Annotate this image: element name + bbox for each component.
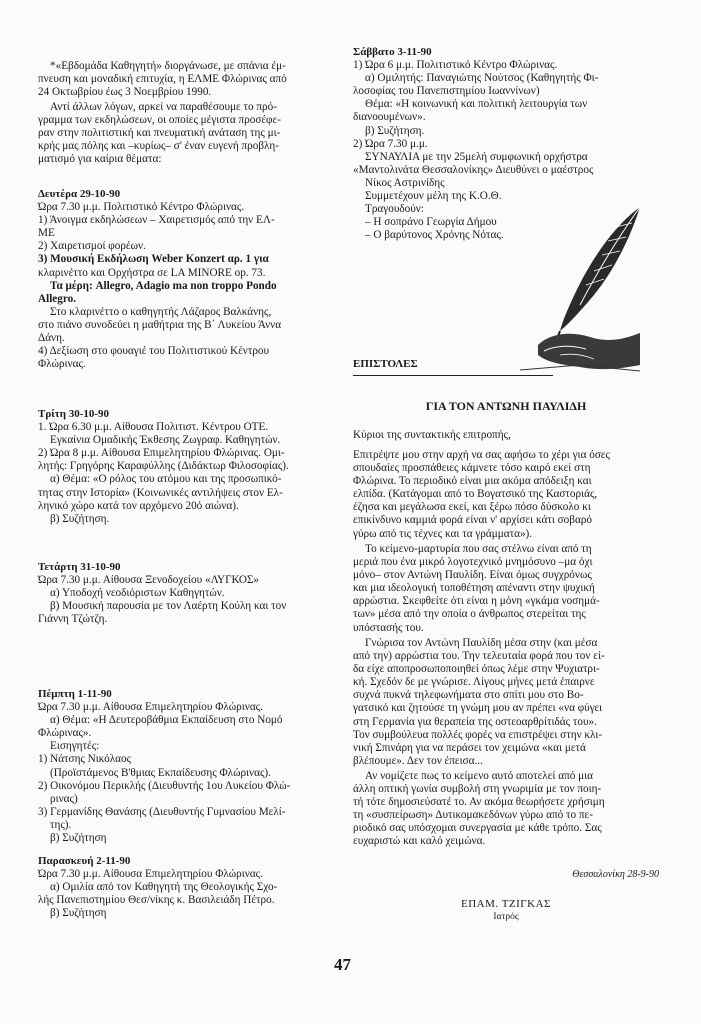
text-line: α) Θέμα: «Η Δευτεροβάθμια Εκπαίδευση στο Νομό — [50, 714, 283, 727]
letter-date — [353, 868, 659, 881]
text-line: Γνώρισα τον Αντώνη Παυλίδη μέσα στην (και μέσα — [365, 637, 598, 649]
day-heading: Τετάρτη 31-10-90 — [38, 561, 121, 573]
text-line: και μια ιδεολογική τοποθέτηση απέναντι στην ψυχική — [353, 582, 595, 595]
text-line: Τα μέρη: Allegro, Adagio ma non troppo Pondo — [50, 279, 277, 292]
day-heading: Παρασκευή 2-11-90 — [38, 855, 131, 867]
text-line: Φλώρινας». — [38, 727, 92, 740]
text-line: ΜΕ — [38, 227, 55, 240]
text-line: 1) Άνοιγμα εκδηλώσεων – Χαιρετισμός από την ΕΛ- — [38, 214, 275, 227]
text-line: ΣΥΝΑΥΛΙΑ με την 25μελή συμφωνική ορχήστρα — [365, 150, 588, 163]
text-line: β) Συζήτηση. — [50, 512, 110, 525]
text-line: λής Πανεπιστημίου Θεσ/νίκης κ. Βασιλειάδη Πέτρο. — [38, 894, 275, 907]
text-line: Το κείμενο-μαρτυρία που σας στέλνω είναι από τη — [365, 543, 592, 555]
text-line: στο πιάνο συνοδεύει η μαθήτρια της Β΄ Λυκείου Άννα — [38, 318, 282, 331]
text-line: μεριά που ένα μικρό λογοτεχνικό μνημόσυνο –μα όχι — [353, 556, 593, 569]
text-line: α) Θέμα: «Ο ρόλος του ατόμου και της προσωπικό- — [50, 473, 282, 486]
tuesday-section — [38, 408, 341, 526]
wednesday-section — [38, 561, 341, 626]
text-line: τητας στην Ιστορία» (Κοινωνικές αντιλήψεις στον Ελ- — [38, 486, 283, 499]
text-line: Τραγουδούν: — [365, 203, 424, 216]
text-line: Νίκος Αστρινίδης — [365, 176, 445, 189]
text-line: Γιάννη Τζώτζη. — [38, 613, 108, 626]
text-line: της). — [50, 818, 72, 831]
text-line: κή. Σχεδόν δε με γνώρισε. Λίγους μήνες μετά έπαιρνε — [353, 676, 595, 689]
letter-para-1 — [353, 449, 659, 541]
text-line: αρρώστια. Σκεφθείτε ότι είναι η μόνη «γκάμα νοσημά- — [353, 595, 600, 608]
text-line: τή τότε δημοσιεύσατέ το. Αν ακόμα θεωρήσετε χρήσιμη — [353, 796, 605, 809]
page-number: 47 — [334, 955, 351, 974]
text-line: γύρω από τις τέχνες και τα γράμματα»). — [353, 527, 533, 540]
text-line: Εγκαίνια Ομαδικής Έκθεσης Ζωγραφ. Καθηγητών. — [50, 434, 281, 447]
salutation: Κύριοι της συντακτικής επιτροπής, — [353, 429, 511, 441]
text-line: από την) αρρώστια του. Την τελευταία φορά που τον εί- — [353, 650, 605, 663]
text-line: σπουδαίες προσπάθειες κάμνετε τόσο καιρό εκεί στη — [353, 462, 591, 475]
text-line: «Μαντολινάτα Θεσσαλονίκης» Διευθύνει ο μαέστρος — [353, 163, 594, 176]
text-line: συχνά πυκνά τηλεφωνήματα στο σπίτι μου στο Βο- — [353, 689, 584, 702]
text-line: α) Ομιλητής: Παναγιώτης Νούτσος (Καθηγητής Φι- — [365, 72, 599, 85]
text-line: υπόστασής του. — [353, 621, 424, 634]
section-label: ΕΠΙΣΤΟΛΕΣ — [353, 358, 553, 376]
text-line: ριοδικό σας υπόσχομαι συνεργασία με κάθε τρόπο. Σας — [353, 822, 602, 835]
text-line: στη Γερμανία για θεραπεία της οστεοαρθρίτιδάς του». — [353, 715, 597, 728]
text-line: νική Σπινάρη για να περάσει τον χειμώνα «και μετά — [353, 741, 586, 754]
text-line: Ώρα 7.30 μ.μ. Αίθουσα Ξενοδοχείου «ΛΥΓΚΟΣ» — [38, 574, 260, 587]
text-line: τη «συσπείρωση» Δυτικομακεδόνων γύρω από το πε- — [353, 809, 593, 822]
quill-pen-illustration — [520, 205, 645, 380]
text-line: των» μέσα από την οποία ο άνθρωπος στερείται της — [353, 608, 586, 621]
text-line: *«Εβδομάδα Καθηγητή» διοργάνωσε, με σπάνια έμ- — [50, 60, 286, 72]
letter-para-4 — [353, 770, 659, 849]
text-line: Αντί άλλων λόγων, αρκεί να παραθέσουμε το πρό- — [50, 101, 277, 113]
text-line: λητής: Γρηγόρης Καραφύλλης (Διδάκτωρ Φιλοσοφίας). — [38, 460, 289, 473]
text-line: Εισηγητές: — [50, 740, 100, 753]
signer-role: Ιατρός — [493, 912, 519, 923]
text-line: γραμμα των εκδηλώσεων, οι οποίες μέγιστα προσέφε- — [38, 114, 281, 127]
text-line: πνευση και μοναδική επιτυχία, η ΕΛΜΕ Φλώρινας από — [38, 73, 287, 86]
text-line: ευχαριστώ και καλό χειμώνα. — [353, 835, 486, 848]
text-line: α) Υποδοχή νεοδιόριστων Καθηγητών. — [50, 587, 225, 600]
text-line: γατσικό και ζητούσε τη γνώμη μου αν πρέπει «να φύγει — [353, 702, 603, 715]
text-line: Στο κλαρινέττο ο καθηγητής Λάζαρος Βαλκάνης, — [50, 305, 272, 318]
quill-feather-icon — [554, 207, 640, 347]
text-line: άλλη οπτική γωνία συμβολή στη γνωριμία με τον ποιη- — [353, 783, 602, 796]
text-line: β) Συζήτηση — [50, 907, 107, 920]
day-heading: Σάββατο 3-11-90 — [353, 46, 432, 58]
letter-para-2 — [353, 543, 659, 635]
text-line: διανοουμένων». — [353, 111, 426, 124]
text-line: Ώρα 7.30 μ.μ. Αίθουσα Επιμελητηρίου Φλώρινας. — [38, 868, 263, 881]
text-line: Αν νομίζετε πως το κείμενο αυτό αποτελεί από μια — [365, 770, 593, 782]
text-line: 2) Ώρα 8 μ.μ. Αίθουσα Επιμελητηρίου Φλώρινας. Ομι- — [38, 447, 285, 460]
text-line: μόνο– στον Αντώνη Παυλίδη. Είναι όμως συγχρόνως — [353, 569, 592, 582]
intro-paragraph-2 — [38, 101, 341, 166]
text-line: βλέπουμε». Δεν τον έπεισα... — [353, 754, 483, 767]
signer-name: ΕΠΑΜ. ΤΖΙΓΚΑΣ — [461, 898, 551, 910]
salutation-wrap — [353, 429, 659, 442]
text-line: β) Μουσική παρουσία με τον Λαέρτη Κούλη και τον — [50, 600, 287, 613]
text-line: Φλώρινας. — [38, 358, 86, 371]
text-line: – Η σοπράνο Γεωργία Δήμου — [365, 216, 497, 229]
day-heading: Τρίτη 30-10-90 — [38, 408, 110, 420]
text-line: (Προϊστάμενος Β'θμιας Εκπαίδευσης Φλώρινας). — [50, 766, 271, 779]
text-line: 4) Δεξίωση στο φουαγιέ του Πολιτιστικού Κέντρου — [38, 345, 270, 358]
text-line: 3) Γερμανίδης Θανάσης (Διευθυντής Γυμνασίου Μελί- — [38, 805, 286, 818]
letter-title: ΓΙΑ ΤΟΝ ΑΝΤΩΝΗ ΠΑΥΛΙΔΗ — [425, 399, 587, 413]
text-line: λοσοφίας του Πανεπιστημίου Ιωαννίνων) — [353, 85, 540, 98]
intro-paragraph — [38, 60, 341, 99]
text-line: 24 Οκτωβρίου έως 3 Νοεμβρίου 1990. — [38, 86, 212, 99]
text-line: Τον συμβούλευα πολλές φορές να επιστρέψει στην κλι- — [353, 728, 603, 741]
text-line: 2) Ώρα 7.30 μ.μ. — [353, 137, 428, 150]
monday-section — [38, 188, 341, 371]
text-line: ληνικό χώρο κατά τον αρχόμενο 20ό αιώνα). — [38, 499, 239, 512]
text-line: Φλώρινα. Το περιοδικό είναι μια ακόμα απόδειξη και — [353, 475, 592, 488]
text-line: ραν στην πολιτιστική και πνευματική ανάταση της μι- — [38, 127, 281, 140]
day-heading: Δευτέρα 29-10-90 — [38, 188, 121, 200]
text-line: 3) Μουσική Εκδήλωση Weber Konzert αρ. 1 για — [38, 253, 269, 266]
text-line: α) Ομιλία από τον Καθηγητή της Θεολογικής Σχο- — [50, 881, 278, 894]
text-line: β) Συζήτηση. — [365, 124, 425, 137]
day-heading: Πέμπτη 1-11-90 — [38, 688, 112, 700]
letter-para-3 — [353, 637, 659, 768]
text-line: Δάνη. — [38, 332, 65, 345]
text-line: 2) Χαιρετισμοί φορέων. — [38, 240, 146, 253]
text-line: κλαρινέττο και Ορχήστρα σε LA MINORE op. 73. — [38, 266, 266, 279]
thursday-section — [38, 688, 341, 845]
hand-holding-pen-icon — [538, 333, 640, 369]
text-line: Ώρα 7.30 μ.μ. Αίθουσα Επιμελητηρίου Φλώρινας. — [38, 701, 263, 714]
signature-block — [353, 898, 659, 924]
date-place: Θεσσαλονίκη 28-9-90 — [572, 869, 659, 880]
text-line: κρής μας πόλης και –κυρίως– σ' έναν ευγενή προβλη- — [38, 140, 279, 153]
text-line: – Ο βαρύτονος Χρόνης Νότας. — [365, 229, 504, 242]
text-line: Θέμα: «Η κοινωνική και πολιτική λειτουργία των — [365, 98, 588, 111]
text-line: επικίνδυνο καμμιά φορά είναι ν' αρχίσει κάτι σοβαρό — [353, 514, 592, 527]
text-line: 1) Νάτσης Νικόλαος — [38, 753, 132, 766]
text-line: ματισμό για καίρια θέματα: — [38, 153, 162, 166]
letter-title-wrap — [353, 400, 659, 413]
text-line: Συμμετέχουν μέλη της Κ.Ο.Θ. — [365, 190, 502, 203]
text-line: ελπίδα. (Κατάγομαι από το Βογατσικό της Καστοριάς, — [353, 488, 598, 501]
text-line: δα είχε αποπροσωποποιηθεί όπως λέμε στην Ψυχιατρι- — [353, 663, 600, 676]
text-line: Allegro. — [38, 292, 77, 305]
text-line: Ώρα 7.30 μ.μ. Πολιτιστικό Κέντρο Φλώρινας. — [38, 201, 245, 214]
text-line: Επιτρέψτε μου στην αρχή να σας αφήσω το χέρι για όσες — [353, 449, 610, 461]
text-line: β) Συζήτηση — [50, 832, 107, 845]
text-line: 1) Ώρα 6 μ.μ. Πολιτιστικό Κέντρο Φλώρινας. — [353, 59, 558, 72]
text-line: έζησα και μεγάλωσα εκεί, και ξέρω πόσο δύσκολο κι — [353, 501, 591, 514]
text-line: 1. Ώρα 6.30 μ.μ. Αίθουσα Πολιτιστ. Κέντρου ΟΤΕ. — [38, 421, 269, 434]
text-line: ρινας) — [50, 792, 78, 805]
friday-section — [38, 855, 341, 920]
text-line: 2) Οικονόμου Περικλής (Διευθυντής 1ου Λυκείου Φλώ- — [38, 779, 291, 792]
